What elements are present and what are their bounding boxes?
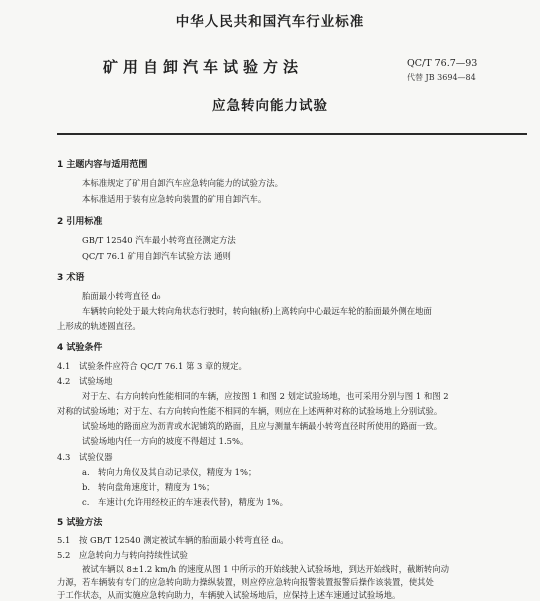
clause-4-1-number: 4.1: [57, 361, 71, 371]
clause-4-3-text: 试验仪器: [79, 452, 113, 462]
replaces-code: 代替 JB 3694—84: [407, 73, 476, 82]
section-4-heading: 4 试验条件: [57, 343, 103, 353]
clause-4-3: [57, 451, 113, 463]
standard-code: QC/T 76.7—93: [407, 58, 478, 69]
instrument-a-marker: a.: [82, 467, 90, 477]
instrument-c: [82, 496, 288, 508]
term-definition-line-1: 车辆转向轮处于最大转向角状态行驶时，转向轴(桥)上离转向中心最远车轮的胎面最外侧在地面: [82, 306, 432, 316]
reference-2: QC/T 76.1 矿用自卸汽车试验方法 通则: [82, 251, 231, 261]
main-title: 矿用自卸汽车试验方法: [103, 58, 304, 76]
clause-4-1-text: 试验条件应符合 QC/T 76.1 第 3 章的规定。: [79, 361, 247, 371]
term-name: 胎面最小转弯直径 d₀: [82, 291, 161, 301]
instrument-c-marker: c.: [82, 497, 90, 507]
clause-5-1-text: 按 GB/T 12540 测定被试车辆的胎面最小转弯直径 d₀。: [79, 535, 289, 545]
clause-5-2-text: 应急转向力与转向持续性试验: [79, 550, 188, 560]
clause-4-2-text: 试验场地: [79, 376, 113, 386]
clause-4-2-line-1: 对于左、右方向转向性能相同的车辆，应按图 1 和图 2 划定试验场地，也可采用分别与图 1 和图 2: [82, 391, 449, 401]
instrument-c-text: 车速计(允许用经校正的车速表代替)，精度为 1%。: [98, 497, 288, 507]
header-divider: [57, 133, 527, 135]
clause-5-1: [57, 534, 289, 546]
section-1-para-1: 本标准规定了矿用自卸汽车应急转向能力的试验方法。: [82, 178, 283, 188]
clause-4-2: [57, 375, 113, 387]
clause-5-1-number: 5.1: [57, 535, 71, 545]
instrument-b-text: 转向盘角速度计，精度为 1%；: [98, 482, 215, 492]
section-3-heading: 3 术语: [57, 273, 85, 283]
instrument-b-marker: b.: [82, 482, 91, 492]
instrument-a-text: 转向力角仪及其自动记录仪，精度为 1%；: [98, 467, 257, 477]
section-1-heading: 1 主题内容与适用范围: [57, 160, 148, 170]
clause-5-2-number: 5.2: [57, 550, 71, 560]
instrument-a: [82, 466, 256, 478]
section-5-heading: 5 试验方法: [57, 518, 103, 528]
clause-4-2-line-2: 对称的试验场地；对于左、右方向转向性能不相同的车辆，则应在上述两种对称的试验场地上分别试验。: [57, 406, 443, 416]
term-definition-line-2: 上形成的轨迹圆直径。: [57, 321, 141, 331]
clause-5-2-line-1: 被试车辆以 8±1.2 km/h 的速度从图 1 中所示的开始线驶入试验场地，到达开始线时，截断转向动: [82, 564, 450, 574]
clause-5-2: [57, 549, 188, 561]
clause-5-2-line-2: 力源，若车辆装有专门的应急转向助力操纵装置，则应停应急转向报警装置报警后操作该装置，使其处: [57, 577, 434, 587]
clause-4-1: [57, 360, 247, 372]
clause-4-2-line-3: 试验场地的路面应为沥青或水泥铺筑的路面，且应与测量车辆最小转弯直径时所使用的路面一致。: [82, 421, 443, 431]
instrument-b: [82, 481, 214, 493]
clause-5-2-line-3: 于工作状态，从而实施应急转向助力，车辆驶入试验场地后，应保持上述车速通过试验场地。: [57, 590, 401, 600]
clause-4-2-line-4: 试验场地内任一方向的坡度不得超过 1.5%。: [82, 436, 249, 446]
section-2-heading: 2 引用标准: [57, 217, 103, 227]
standard-name: 中华人民共和国汽车行业标准: [175, 14, 365, 30]
sub-title: 应急转向能力试验: [212, 98, 328, 114]
clause-4-3-number: 4.3: [57, 452, 71, 462]
reference-1: GB/T 12540 汽车最小转弯直径测定方法: [82, 235, 236, 245]
section-1-para-2: 本标准适用于装有应急转向装置的矿用自卸汽车。: [82, 194, 267, 204]
clause-4-2-number: 4.2: [57, 376, 71, 386]
